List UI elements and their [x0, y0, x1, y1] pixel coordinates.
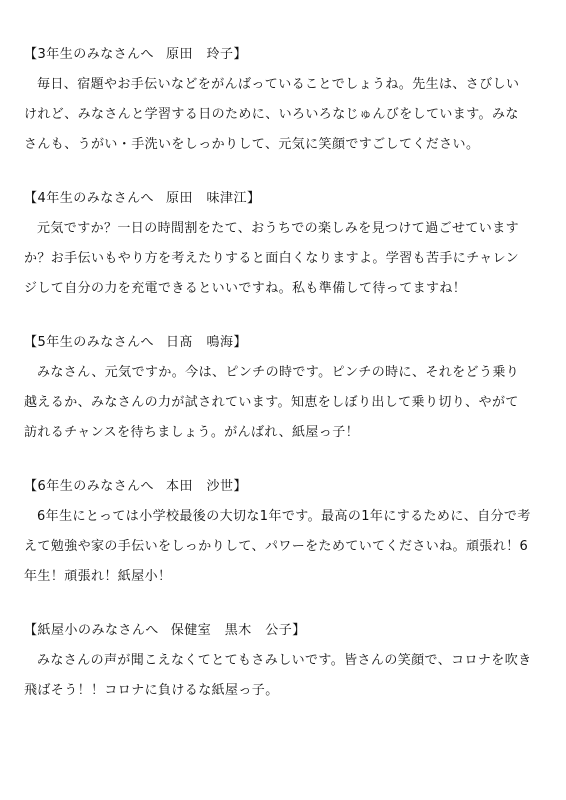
- letter-whole-school: [24, 616, 532, 706]
- letter-recipient: 【3年生のみなさんへ: [24, 47, 155, 62]
- teacher-name: 本田 沙世】: [166, 479, 248, 494]
- letter-grade-6: [24, 472, 532, 592]
- letter-grade-5: [24, 328, 532, 448]
- teacher-name: 原田 味津江】: [166, 191, 261, 206]
- letter-grade-3: [24, 40, 532, 160]
- letter-message: 元気ですか？一日の時間割をたて、おうちでの楽しみを見つけて過ごせていますか？お手伝いもやり方を考えたりすると面白くなりますよ。学習も苦手にチャレンジして自分の力を充電できるといいですね。私も準備して待ってますね！: [24, 221, 520, 296]
- letter-heading: [24, 472, 532, 502]
- teacher-name: 保健室 黒木 公子】: [170, 623, 306, 638]
- teacher-name: 原田 玲子】: [166, 47, 248, 62]
- letter-message: 6年生にとっては小学校最後の大切な1年です。最高の1年にするために、自分で考えて勉強や家の手伝いをしっかりして、パワーをためていてくださいね。頑張れ！6年生！頑張れ！紙屋小！: [24, 509, 531, 584]
- letter-recipient: 【6年生のみなさんへ: [24, 479, 155, 494]
- letter-recipient: 【5年生のみなさんへ: [24, 335, 155, 350]
- teacher-name: 日髙 鳴海】: [166, 335, 248, 350]
- letter-recipient: 【4年生のみなさんへ: [24, 191, 155, 206]
- letter-message: みなさん、元気ですか。今は、ピンチの時です。ピンチの時に、それをどう乗り越えるか、みなさんの力が試されています。知恵をしぼり出して乗り切り、やがて訪れるチャンスを待ちましょう。がんばれ、紙屋っ子！: [24, 365, 520, 440]
- letter-recipient: 【紙屋小のみなさんへ: [24, 623, 159, 638]
- letter-heading: [24, 184, 532, 214]
- letter-heading: [24, 616, 532, 646]
- letter-message: みなさんの声が聞こえなくてとてもさみしいです。皆さんの笑顔で、コロナを吹き飛ばそう！！コロナに負けるな紙屋っ子。: [24, 653, 532, 698]
- letter-heading: [24, 328, 532, 358]
- letter-grade-4: [24, 184, 532, 304]
- letter-message: 毎日、宿題やお手伝いなどをがんばっていることでしょうね。先生は、さびしいけれど、みなさんと学習する日のために、いろいろなじゅんびをしています。みなさんも、うがい・手洗いをしっかりして、元気に笑顔ですごしてください。: [24, 77, 520, 152]
- letter-heading: [24, 40, 532, 70]
